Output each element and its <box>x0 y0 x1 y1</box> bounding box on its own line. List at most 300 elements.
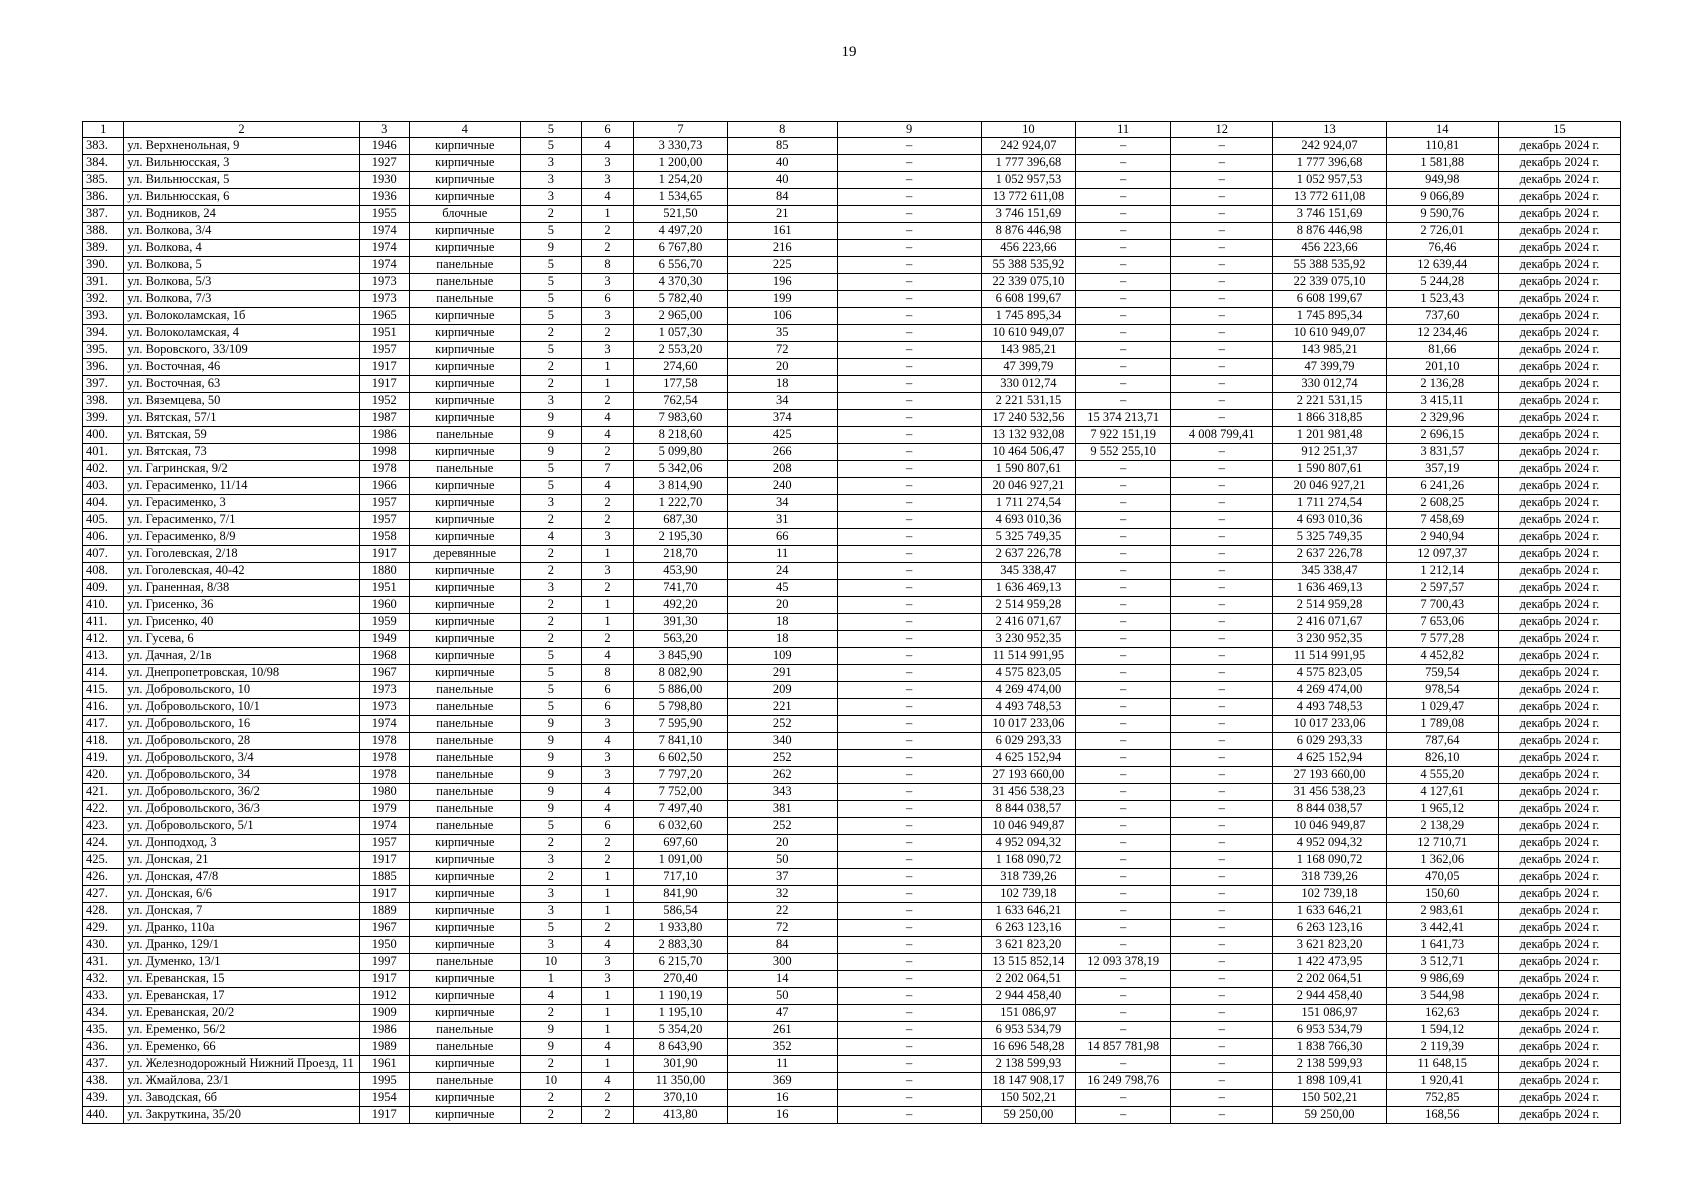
cell-cost-per-unit: 2 329,96 <box>1386 410 1498 427</box>
cell-cost-col-13: 1 636 469,13 <box>1273 580 1386 597</box>
cell-cost-col-9: – <box>837 461 981 478</box>
cell-entrances: 4 <box>581 801 633 818</box>
cell-cost-col-9: – <box>837 818 981 835</box>
cell-entrances: 1 <box>581 1056 633 1073</box>
cell-deadline: декабрь 2024 г. <box>1498 529 1620 546</box>
cell-area: 391,30 <box>634 614 728 631</box>
cell-deadline: декабрь 2024 г. <box>1498 427 1620 444</box>
cell-area: 1 200,00 <box>634 155 728 172</box>
cell-floors: 5 <box>520 257 581 274</box>
table-row <box>83 903 1621 920</box>
cell-build-year: 1979 <box>359 801 409 818</box>
cell-wall-material: кирпичные <box>409 410 520 427</box>
cell-cost-col-13: 4 693 010,36 <box>1273 512 1386 529</box>
cell-cost-col-9: – <box>837 1056 981 1073</box>
cell-deadline: декабрь 2024 г. <box>1498 920 1620 937</box>
cell-floors: 5 <box>520 682 581 699</box>
cell-row-number: 424. <box>83 835 124 852</box>
cell-cost-total: 6 263 123,16 <box>981 920 1076 937</box>
cell-build-year: 1927 <box>359 155 409 172</box>
cell-wall-material: кирпичные <box>409 665 520 682</box>
table-row <box>83 342 1621 359</box>
cell-floors: 10 <box>520 954 581 971</box>
cell-cost-total: 3 746 151,69 <box>981 206 1076 223</box>
cell-area: 2 883,30 <box>634 937 728 954</box>
cell-cost-col-12: – <box>1171 257 1273 274</box>
cell-floors: 2 <box>520 512 581 529</box>
cell-row-number: 407. <box>83 546 124 563</box>
cell-cost-col-11: – <box>1076 359 1171 376</box>
cell-cost-per-unit: 4 555,20 <box>1386 767 1498 784</box>
cell-area: 2 553,20 <box>634 342 728 359</box>
cell-deadline: декабрь 2024 г. <box>1498 1005 1620 1022</box>
cell-address: ул. Добровольского, 36/3 <box>124 801 359 818</box>
cell-entrances: 2 <box>581 444 633 461</box>
cell-deadline: декабрь 2024 г. <box>1498 546 1620 563</box>
cell-cost-per-unit: 470,05 <box>1386 869 1498 886</box>
cell-cost-per-unit: 752,85 <box>1386 1090 1498 1107</box>
cell-cost-col-13: 3 230 952,35 <box>1273 631 1386 648</box>
cell-residents: 369 <box>727 1073 837 1090</box>
cell-entrances: 2 <box>581 495 633 512</box>
cell-row-number: 420. <box>83 767 124 784</box>
cell-row-number: 405. <box>83 512 124 529</box>
cell-wall-material: панельные <box>409 1073 520 1090</box>
cell-floors: 2 <box>520 1090 581 1107</box>
cell-floors: 2 <box>520 614 581 631</box>
table-row <box>83 801 1621 818</box>
cell-cost-col-12: – <box>1171 1039 1273 1056</box>
cell-row-number: 418. <box>83 733 124 750</box>
cell-build-year: 1936 <box>359 189 409 206</box>
cell-cost-per-unit: 3 415,11 <box>1386 393 1498 410</box>
cell-row-number: 387. <box>83 206 124 223</box>
cell-entrances: 1 <box>581 206 633 223</box>
cell-cost-total: 2 221 531,15 <box>981 393 1076 410</box>
cell-cost-col-12: – <box>1171 852 1273 869</box>
cell-area: 7 497,40 <box>634 801 728 818</box>
cell-build-year: 1930 <box>359 172 409 189</box>
cell-cost-col-11: – <box>1076 903 1171 920</box>
cell-cost-total: 5 325 749,35 <box>981 529 1076 546</box>
cell-cost-total: 2 514 959,28 <box>981 597 1076 614</box>
cell-floors: 9 <box>520 716 581 733</box>
cell-address: ул. Добровольского, 10 <box>124 682 359 699</box>
cell-row-number: 395. <box>83 342 124 359</box>
cell-floors: 3 <box>520 495 581 512</box>
cell-cost-col-13: 345 338,47 <box>1273 563 1386 580</box>
cell-cost-col-12: – <box>1171 495 1273 512</box>
cell-build-year: 1917 <box>359 852 409 869</box>
cell-entrances: 4 <box>581 478 633 495</box>
table-row <box>83 716 1621 733</box>
cell-floors: 4 <box>520 988 581 1005</box>
cell-cost-per-unit: 110,81 <box>1386 138 1498 155</box>
cell-deadline: декабрь 2024 г. <box>1498 699 1620 716</box>
cell-row-number: 426. <box>83 869 124 886</box>
cell-residents: 425 <box>727 427 837 444</box>
cell-wall-material: панельные <box>409 461 520 478</box>
cell-area: 5 798,80 <box>634 699 728 716</box>
cell-cost-col-9: – <box>837 920 981 937</box>
cell-row-number: 434. <box>83 1005 124 1022</box>
cell-cost-col-11: – <box>1076 920 1171 937</box>
cell-cost-total: 3 621 823,20 <box>981 937 1076 954</box>
cell-deadline: декабрь 2024 г. <box>1498 410 1620 427</box>
cell-build-year: 1917 <box>359 359 409 376</box>
cell-cost-col-12: – <box>1171 614 1273 631</box>
cell-entrances: 4 <box>581 138 633 155</box>
cell-wall-material: панельные <box>409 699 520 716</box>
cell-cost-col-12: – <box>1171 903 1273 920</box>
cell-cost-col-9: – <box>837 495 981 512</box>
cell-cost-col-9: – <box>837 189 981 206</box>
cell-cost-col-13: 912 251,37 <box>1273 444 1386 461</box>
table-row <box>83 478 1621 495</box>
cell-row-number: 412. <box>83 631 124 648</box>
cell-cost-col-13: 318 739,26 <box>1273 869 1386 886</box>
cell-cost-col-11: 9 552 255,10 <box>1076 444 1171 461</box>
table-row <box>83 257 1621 274</box>
cell-row-number: 397. <box>83 376 124 393</box>
table-row <box>83 495 1621 512</box>
cell-cost-col-9: – <box>837 597 981 614</box>
cell-build-year: 1917 <box>359 546 409 563</box>
cell-entrances: 1 <box>581 1022 633 1039</box>
cell-cost-total: 345 338,47 <box>981 563 1076 580</box>
cell-cost-col-11: – <box>1076 784 1171 801</box>
cell-cost-per-unit: 2 608,25 <box>1386 495 1498 512</box>
table-row <box>83 784 1621 801</box>
cell-residents: 381 <box>727 801 837 818</box>
cell-entrances: 3 <box>581 274 633 291</box>
cell-residents: 216 <box>727 240 837 257</box>
cell-cost-total: 10 017 233,06 <box>981 716 1076 733</box>
cell-deadline: декабрь 2024 г. <box>1498 580 1620 597</box>
cell-cost-col-9: – <box>837 750 981 767</box>
cell-cost-total: 1 711 274,54 <box>981 495 1076 512</box>
cell-entrances: 3 <box>581 155 633 172</box>
table-row <box>83 954 1621 971</box>
cell-build-year: 1987 <box>359 410 409 427</box>
cell-address: ул. Грисенко, 36 <box>124 597 359 614</box>
cell-floors: 5 <box>520 920 581 937</box>
cell-address: ул. Граненная, 8/38 <box>124 580 359 597</box>
cell-floors: 3 <box>520 886 581 903</box>
cell-floors: 4 <box>520 529 581 546</box>
cell-deadline: декабрь 2024 г. <box>1498 274 1620 291</box>
cell-cost-col-12: – <box>1171 1107 1273 1124</box>
cell-cost-col-11: – <box>1076 512 1171 529</box>
cell-floors: 9 <box>520 733 581 750</box>
header-col-13: 13 <box>1273 122 1386 138</box>
cell-build-year: 1974 <box>359 240 409 257</box>
cell-deadline: декабрь 2024 г. <box>1498 835 1620 852</box>
table-row <box>83 376 1621 393</box>
cell-floors: 5 <box>520 818 581 835</box>
cell-entrances: 1 <box>581 376 633 393</box>
cell-cost-per-unit: 1 523,43 <box>1386 291 1498 308</box>
cell-area: 453,90 <box>634 563 728 580</box>
cell-address: ул. Волкова, 3/4 <box>124 223 359 240</box>
cell-floors: 3 <box>520 937 581 954</box>
cell-cost-col-9: – <box>837 835 981 852</box>
cell-cost-col-13: 242 924,07 <box>1273 138 1386 155</box>
cell-row-number: 384. <box>83 155 124 172</box>
cell-cost-total: 4 269 474,00 <box>981 682 1076 699</box>
cell-area: 370,10 <box>634 1090 728 1107</box>
cell-residents: 18 <box>727 614 837 631</box>
cell-wall-material: панельные <box>409 784 520 801</box>
column-number-row <box>83 122 1621 138</box>
cell-floors: 2 <box>520 597 581 614</box>
cell-cost-col-13: 1 838 766,30 <box>1273 1039 1386 1056</box>
cell-area: 697,60 <box>634 835 728 852</box>
cell-deadline: декабрь 2024 г. <box>1498 733 1620 750</box>
cell-cost-total: 6 953 534,79 <box>981 1022 1076 1039</box>
cell-row-number: 438. <box>83 1073 124 1090</box>
cell-build-year: 1961 <box>359 1056 409 1073</box>
cell-wall-material: кирпичные <box>409 223 520 240</box>
cell-address: ул. Вильнюсская, 3 <box>124 155 359 172</box>
cell-cost-col-11: – <box>1076 580 1171 597</box>
cell-cost-per-unit: 2 138,29 <box>1386 818 1498 835</box>
cell-floors: 5 <box>520 478 581 495</box>
cell-residents: 85 <box>727 138 837 155</box>
table-row <box>83 733 1621 750</box>
cell-row-number: 439. <box>83 1090 124 1107</box>
cell-cost-col-13: 1 745 895,34 <box>1273 308 1386 325</box>
cell-floors: 5 <box>520 138 581 155</box>
cell-cost-col-11: – <box>1076 342 1171 359</box>
cell-cost-col-9: – <box>837 478 981 495</box>
cell-wall-material: панельные <box>409 1022 520 1039</box>
cell-row-number: 437. <box>83 1056 124 1073</box>
cell-cost-col-9: – <box>837 665 981 682</box>
cell-cost-col-12: – <box>1171 155 1273 172</box>
cell-build-year: 1946 <box>359 138 409 155</box>
cell-cost-col-11: – <box>1076 767 1171 784</box>
cell-wall-material: кирпичные <box>409 852 520 869</box>
cell-wall-material: панельные <box>409 767 520 784</box>
cell-cost-total: 6 608 199,67 <box>981 291 1076 308</box>
cell-cost-col-9: – <box>837 801 981 818</box>
cell-cost-col-13: 6 263 123,16 <box>1273 920 1386 937</box>
cell-cost-col-12: – <box>1171 529 1273 546</box>
cell-cost-col-12: – <box>1171 308 1273 325</box>
cell-cost-total: 1 052 957,53 <box>981 172 1076 189</box>
cell-entrances: 2 <box>581 920 633 937</box>
cell-cost-col-13: 2 514 959,28 <box>1273 597 1386 614</box>
cell-cost-col-12: – <box>1171 988 1273 1005</box>
cell-cost-per-unit: 2 597,57 <box>1386 580 1498 597</box>
cell-cost-total: 2 637 226,78 <box>981 546 1076 563</box>
cell-cost-col-12: – <box>1171 444 1273 461</box>
cell-wall-material: кирпичные <box>409 444 520 461</box>
cell-address: ул. Ереванская, 20/2 <box>124 1005 359 1022</box>
cell-cost-col-9: – <box>837 937 981 954</box>
cell-wall-material: панельные <box>409 1039 520 1056</box>
cell-cost-per-unit: 759,54 <box>1386 665 1498 682</box>
cell-entrances: 4 <box>581 410 633 427</box>
cell-area: 7 752,00 <box>634 784 728 801</box>
cell-cost-total: 151 086,97 <box>981 1005 1076 1022</box>
cell-build-year: 1950 <box>359 937 409 954</box>
cell-row-number: 388. <box>83 223 124 240</box>
cell-build-year: 1973 <box>359 699 409 716</box>
cell-row-number: 408. <box>83 563 124 580</box>
cell-row-number: 430. <box>83 937 124 954</box>
cell-cost-col-12: – <box>1171 563 1273 580</box>
cell-area: 4 370,30 <box>634 274 728 291</box>
cell-residents: 252 <box>727 818 837 835</box>
cell-cost-col-13: 2 637 226,78 <box>1273 546 1386 563</box>
cell-cost-per-unit: 168,56 <box>1386 1107 1498 1124</box>
cell-cost-col-13: 10 610 949,07 <box>1273 325 1386 342</box>
cell-row-number: 406. <box>83 529 124 546</box>
cell-cost-col-12: – <box>1171 954 1273 971</box>
cell-cost-col-9: – <box>837 767 981 784</box>
cell-cost-col-12: – <box>1171 138 1273 155</box>
cell-entrances: 2 <box>581 393 633 410</box>
cell-address: ул. Вятская, 57/1 <box>124 410 359 427</box>
cell-cost-col-11: – <box>1076 1056 1171 1073</box>
cell-row-number: 422. <box>83 801 124 818</box>
cell-deadline: декабрь 2024 г. <box>1498 240 1620 257</box>
cell-cost-col-12: – <box>1171 206 1273 223</box>
table-row <box>83 580 1621 597</box>
cell-floors: 3 <box>520 393 581 410</box>
cell-cost-col-11: – <box>1076 257 1171 274</box>
cell-deadline: декабрь 2024 г. <box>1498 903 1620 920</box>
cell-cost-total: 55 388 535,92 <box>981 257 1076 274</box>
cell-area: 177,58 <box>634 376 728 393</box>
cell-address: ул. Вятская, 73 <box>124 444 359 461</box>
cell-entrances: 6 <box>581 682 633 699</box>
cell-cost-col-9: – <box>837 580 981 597</box>
cell-residents: 20 <box>727 359 837 376</box>
cell-entrances: 2 <box>581 512 633 529</box>
cell-cost-per-unit: 1 920,41 <box>1386 1073 1498 1090</box>
cell-cost-col-12: – <box>1171 325 1273 342</box>
cell-cost-col-9: – <box>837 274 981 291</box>
cell-deadline: декабрь 2024 г. <box>1498 988 1620 1005</box>
cell-cost-col-12: – <box>1171 971 1273 988</box>
cell-entrances: 3 <box>581 954 633 971</box>
cell-cost-col-13: 1 201 981,48 <box>1273 427 1386 444</box>
cell-floors: 2 <box>520 869 581 886</box>
table-row <box>83 1107 1621 1124</box>
cell-build-year: 1917 <box>359 886 409 903</box>
cell-cost-per-unit: 162,63 <box>1386 1005 1498 1022</box>
cell-cost-total: 31 456 538,23 <box>981 784 1076 801</box>
table-row <box>83 529 1621 546</box>
cell-entrances: 2 <box>581 240 633 257</box>
cell-row-number: 399. <box>83 410 124 427</box>
cell-address: ул. Герасименко, 11/14 <box>124 478 359 495</box>
cell-cost-col-11: 16 249 798,76 <box>1076 1073 1171 1090</box>
cell-cost-col-9: – <box>837 903 981 920</box>
cell-wall-material: кирпичные <box>409 903 520 920</box>
table-row <box>83 1039 1621 1056</box>
cell-address: ул. Днепропетровская, 10/98 <box>124 665 359 682</box>
cell-area: 413,80 <box>634 1107 728 1124</box>
cell-entrances: 2 <box>581 223 633 240</box>
cell-build-year: 1989 <box>359 1039 409 1056</box>
cell-cost-col-13: 4 493 748,53 <box>1273 699 1386 716</box>
cell-entrances: 4 <box>581 1039 633 1056</box>
table-row <box>83 308 1621 325</box>
cell-cost-col-11: – <box>1076 189 1171 206</box>
cell-area: 841,90 <box>634 886 728 903</box>
cell-address: ул. Еременко, 56/2 <box>124 1022 359 1039</box>
cell-cost-col-13: 1 711 274,54 <box>1273 495 1386 512</box>
cell-cost-col-13: 2 416 071,67 <box>1273 614 1386 631</box>
cell-row-number: 429. <box>83 920 124 937</box>
cell-cost-per-unit: 150,60 <box>1386 886 1498 903</box>
cell-cost-col-12: – <box>1171 546 1273 563</box>
cell-wall-material: кирпичные <box>409 1005 520 1022</box>
cell-wall-material: кирпичные <box>409 580 520 597</box>
cell-area: 5 099,80 <box>634 444 728 461</box>
cell-wall-material: кирпичные <box>409 359 520 376</box>
cell-deadline: декабрь 2024 г. <box>1498 223 1620 240</box>
cell-cost-col-13: 330 012,74 <box>1273 376 1386 393</box>
cell-area: 762,54 <box>634 393 728 410</box>
cell-cost-per-unit: 2 940,94 <box>1386 529 1498 546</box>
cell-area: 5 886,00 <box>634 682 728 699</box>
cell-cost-total: 13 772 611,08 <box>981 189 1076 206</box>
cell-residents: 20 <box>727 835 837 852</box>
cell-floors: 2 <box>520 546 581 563</box>
cell-row-number: 428. <box>83 903 124 920</box>
cell-floors: 9 <box>520 410 581 427</box>
cell-area: 3 814,90 <box>634 478 728 495</box>
cell-address: ул. Волкова, 5 <box>124 257 359 274</box>
cell-deadline: декабрь 2024 г. <box>1498 461 1620 478</box>
cell-cost-col-12: – <box>1171 359 1273 376</box>
cell-address: ул. Вильнюсская, 5 <box>124 172 359 189</box>
cell-wall-material: кирпичные <box>409 886 520 903</box>
cell-address: ул. Добровольского, 5/1 <box>124 818 359 835</box>
table-row <box>83 274 1621 291</box>
cell-cost-col-9: – <box>837 1107 981 1124</box>
cell-cost-col-12: – <box>1171 1090 1273 1107</box>
cell-cost-total: 11 514 991,95 <box>981 648 1076 665</box>
cell-entrances: 6 <box>581 699 633 716</box>
cell-cost-col-11: – <box>1076 155 1171 172</box>
cell-residents: 34 <box>727 495 837 512</box>
cell-deadline: декабрь 2024 г. <box>1498 716 1620 733</box>
cell-area: 7 983,60 <box>634 410 728 427</box>
table-row <box>83 1090 1621 1107</box>
cell-build-year: 1912 <box>359 988 409 1005</box>
cell-residents: 21 <box>727 206 837 223</box>
cell-cost-col-9: – <box>837 1005 981 1022</box>
cell-cost-col-12: – <box>1171 512 1273 529</box>
cell-build-year: 1960 <box>359 597 409 614</box>
cell-deadline: декабрь 2024 г. <box>1498 376 1620 393</box>
cell-cost-col-13: 10 046 949,87 <box>1273 818 1386 835</box>
cell-cost-total: 2 138 599,93 <box>981 1056 1076 1073</box>
cell-cost-col-12: – <box>1171 410 1273 427</box>
cell-cost-col-11: – <box>1076 1022 1171 1039</box>
cell-cost-col-9: – <box>837 206 981 223</box>
cell-entrances: 2 <box>581 1107 633 1124</box>
cell-deadline: декабрь 2024 г. <box>1498 767 1620 784</box>
table-row <box>83 155 1621 172</box>
cell-residents: 37 <box>727 869 837 886</box>
